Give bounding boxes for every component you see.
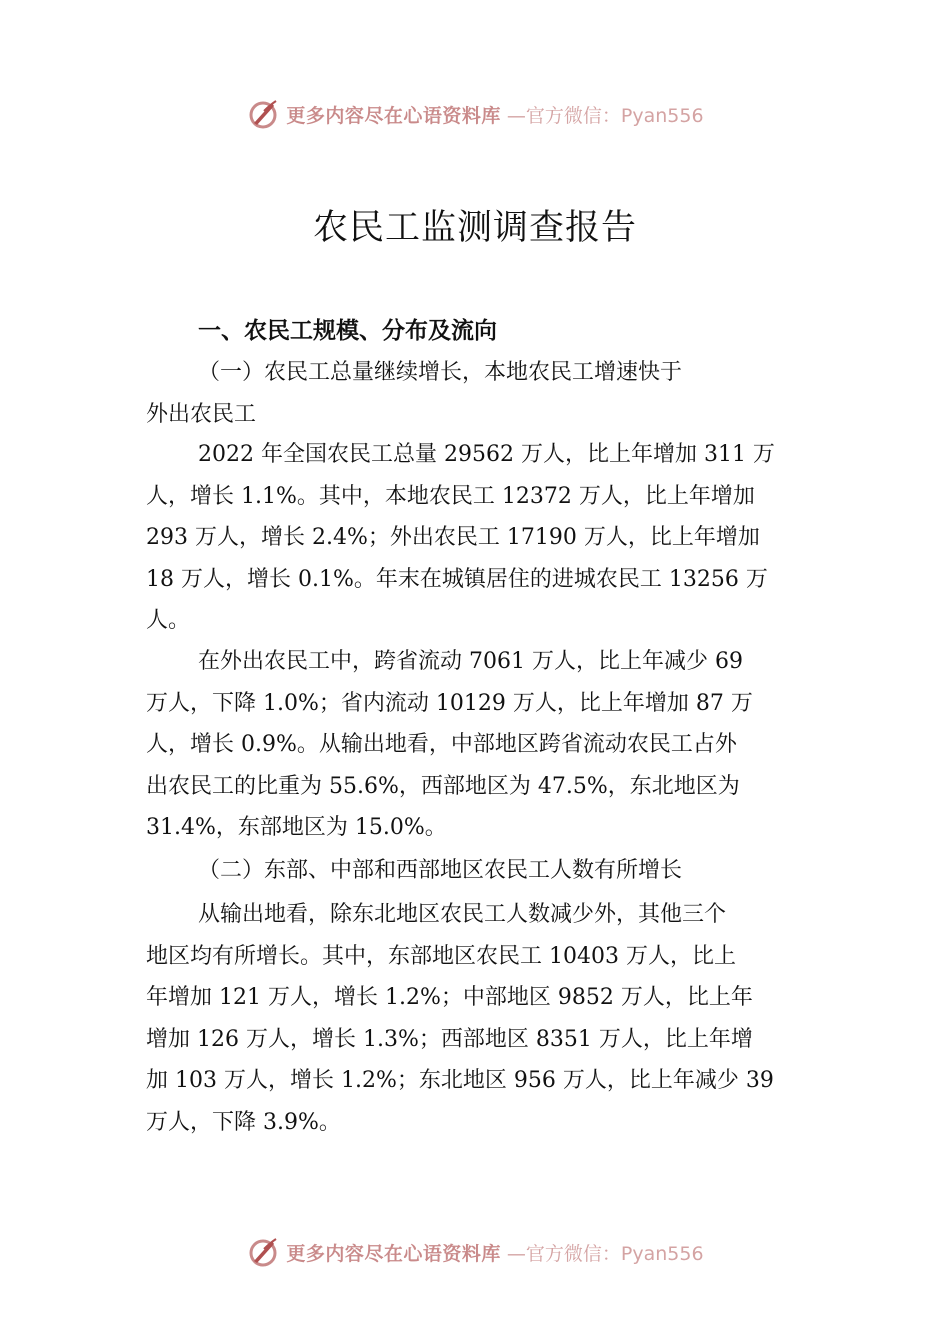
paragraph-2-line-5: 31.4%，东部地区为 15.0%。 bbox=[146, 815, 447, 840]
paragraph-3 bbox=[146, 894, 814, 1143]
watermark-text-secondary: —官方微信：Pyan556 bbox=[506, 104, 704, 127]
paragraph-2 bbox=[146, 641, 814, 849]
paragraph-3-line-1: 从输出地看，除东北地区农民工人数减少外，其他三个 bbox=[198, 902, 727, 927]
paragraph-1-line-2: 人，增长 1.1%。其中，本地农民工 12372 万人，比上年增加 bbox=[146, 483, 755, 509]
watermark-header bbox=[0, 96, 950, 132]
paragraph-1-line-4: 18 万人，增长 0.1%。年末在城镇居住的进城农民工 13256 万 bbox=[146, 566, 768, 592]
paragraph-3-line-3: 年增加 121 万人，增长 1.2%；中部地区 9852 万人，比上年 bbox=[146, 985, 753, 1010]
paragraph-2-line-3: 人，增长 0.9%。从输出地看，中部地区跨省流动农民工占外 bbox=[146, 732, 737, 757]
quill-pen-logo-icon bbox=[246, 97, 280, 131]
watermark-footer bbox=[0, 1234, 950, 1270]
subsection-heading-1-line-1: （一）农民工总量继续增长，本地农民工增速快于 bbox=[198, 360, 683, 385]
paragraph-3-line-6: 万人，下降 3.9%。 bbox=[146, 1109, 341, 1135]
subsection-heading-2 bbox=[146, 850, 814, 892]
paragraph-2-line-1: 在外出农民工中，跨省流动 7061 万人，比上年减少 69 bbox=[198, 649, 743, 674]
subsection-heading-2-line: （二）东部、中部和西部地区农民工人数有所增长 bbox=[198, 858, 683, 883]
section-heading-1: 一、农民工规模、分布及流向 bbox=[198, 318, 497, 344]
watermark-text-secondary: —官方微信：Pyan556 bbox=[506, 1242, 704, 1265]
subsection-heading-1-line-2: 外出农民工 bbox=[146, 401, 257, 427]
paragraph-3-line-5: 加 103 万人，增长 1.2%；东北地区 956 万人，比上年减少 39 bbox=[146, 1068, 774, 1093]
paragraph-1 bbox=[146, 434, 814, 642]
paragraph-3-line-2: 地区均有所增长。其中，东部地区农民工 10403 万人，比上 bbox=[146, 943, 736, 969]
paragraph-1-line-5: 人。 bbox=[146, 608, 191, 633]
paragraph-3-line-4: 增加 126 万人，增长 1.3%；西部地区 8351 万人，比上年增 bbox=[146, 1026, 753, 1052]
paragraph-1-line-1: 2022 年全国农民工总量 29562 万人，比上年增加 311 万 bbox=[198, 442, 775, 467]
paragraph-1-line-3: 293 万人，增长 2.4%；外出农民工 17190 万人，比上年增加 bbox=[146, 525, 760, 550]
watermark-text-main: 更多内容尽在心语资料库 bbox=[286, 104, 501, 127]
watermark-text-main: 更多内容尽在心语资料库 bbox=[286, 1242, 501, 1265]
paragraph-2-line-4: 出农民工的比重为 55.6%，西部地区为 47.5%，东北地区为 bbox=[146, 773, 740, 799]
subsection-heading-1 bbox=[146, 352, 814, 435]
paragraph-2-line-2: 万人，下降 1.0%；省内流动 10129 万人，比上年增加 87 万 bbox=[146, 690, 753, 716]
document-title: 农民工监测调查报告 bbox=[312, 208, 637, 248]
quill-pen-logo-icon bbox=[246, 1235, 280, 1269]
